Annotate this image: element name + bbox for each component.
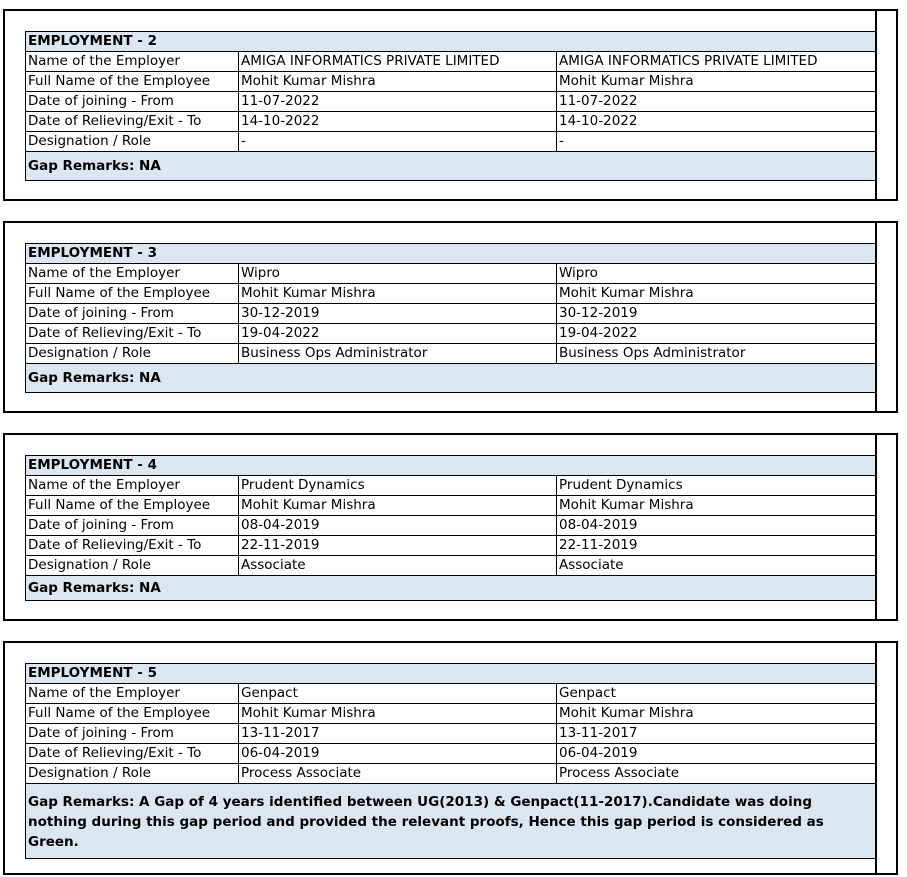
table-row: [26, 764, 876, 784]
verified-value: Process Associate: [557, 764, 876, 784]
gap-remarks: Gap Remarks: NA: [26, 364, 876, 393]
verified-value: Mohit Kumar Mishra: [557, 72, 876, 92]
verified-value: Mohit Kumar Mishra: [557, 704, 876, 724]
employment-table: [25, 243, 876, 393]
table-row: [26, 72, 876, 92]
claimed-value: 19-04-2022: [239, 324, 557, 344]
verified-value: -: [557, 132, 876, 152]
employment-title: EMPLOYMENT - 2: [26, 32, 876, 52]
verified-value: 22-11-2019: [557, 536, 876, 556]
claimed-value: 13-11-2017: [239, 724, 557, 744]
employment-section: [3, 221, 898, 413]
verified-value: 14-10-2022: [557, 112, 876, 132]
row-label: Designation / Role: [26, 764, 239, 784]
employment-section: [3, 9, 898, 201]
table-row: [26, 744, 876, 764]
claimed-value: AMIGA INFORMATICS PRIVATE LIMITED: [239, 52, 557, 72]
row-label: Designation / Role: [26, 344, 239, 364]
table-row: [26, 476, 876, 496]
claimed-value: Process Associate: [239, 764, 557, 784]
table-row: [26, 704, 876, 724]
claimed-value: Prudent Dynamics: [239, 476, 557, 496]
row-label: Date of Relieving/Exit - To: [26, 324, 239, 344]
employment-title: EMPLOYMENT - 4: [26, 456, 876, 476]
verified-value: AMIGA INFORMATICS PRIVATE LIMITED: [557, 52, 876, 72]
employment-title: EMPLOYMENT - 5: [26, 664, 876, 684]
verified-value: Associate: [557, 556, 876, 576]
verified-value: 13-11-2017: [557, 724, 876, 744]
claimed-value: 06-04-2019: [239, 744, 557, 764]
claimed-value: 30-12-2019: [239, 304, 557, 324]
verified-value: 30-12-2019: [557, 304, 876, 324]
employment-table: [25, 31, 876, 181]
verified-value: Mohit Kumar Mishra: [557, 496, 876, 516]
claimed-value: -: [239, 132, 557, 152]
row-label: Designation / Role: [26, 132, 239, 152]
table-row: [26, 516, 876, 536]
table-row: [26, 52, 876, 72]
row-label: Name of the Employer: [26, 684, 239, 704]
row-label: Date of Relieving/Exit - To: [26, 536, 239, 556]
table-row: [26, 92, 876, 112]
table-row: [26, 112, 876, 132]
row-label: Date of joining - From: [26, 304, 239, 324]
gap-remarks: Gap Remarks: A Gap of 4 years identified between UG(2013) & Genpact(11-2017).Candidate was doing nothing during this gap period and provided the relevant proofs, Hence this gap period is considered as Green.: [26, 784, 876, 859]
employment-table: [25, 663, 876, 859]
claimed-value: Wipro: [239, 264, 557, 284]
row-label: Name of the Employer: [26, 476, 239, 496]
verified-value: Prudent Dynamics: [557, 476, 876, 496]
employment-section: [3, 433, 898, 621]
table-row: [26, 536, 876, 556]
row-label: Full Name of the Employee: [26, 704, 239, 724]
employment-table: [25, 455, 876, 601]
row-label: Name of the Employer: [26, 52, 239, 72]
verified-value: Wipro: [557, 264, 876, 284]
row-label: Date of Relieving/Exit - To: [26, 112, 239, 132]
verified-value: Mohit Kumar Mishra: [557, 284, 876, 304]
employment-title: EMPLOYMENT - 3: [26, 244, 876, 264]
claimed-value: Mohit Kumar Mishra: [239, 284, 557, 304]
verified-value: Genpact: [557, 684, 876, 704]
verified-value: 11-07-2022: [557, 92, 876, 112]
claimed-value: 14-10-2022: [239, 112, 557, 132]
row-label: Date of joining - From: [26, 724, 239, 744]
row-label: Full Name of the Employee: [26, 284, 239, 304]
table-row: [26, 132, 876, 152]
row-label: Full Name of the Employee: [26, 496, 239, 516]
claimed-value: Mohit Kumar Mishra: [239, 704, 557, 724]
table-row: [26, 684, 876, 704]
employment-section: [3, 641, 898, 875]
row-label: Date of joining - From: [26, 516, 239, 536]
table-row: [26, 284, 876, 304]
gap-remarks: Gap Remarks: NA: [26, 152, 876, 181]
row-label: Full Name of the Employee: [26, 72, 239, 92]
row-label: Date of joining - From: [26, 92, 239, 112]
verified-value: Business Ops Administrator: [557, 344, 876, 364]
claimed-value: 22-11-2019: [239, 536, 557, 556]
table-row: [26, 496, 876, 516]
table-row: [26, 344, 876, 364]
claimed-value: Associate: [239, 556, 557, 576]
claimed-value: Mohit Kumar Mishra: [239, 496, 557, 516]
table-row: [26, 556, 876, 576]
claimed-value: 11-07-2022: [239, 92, 557, 112]
row-label: Name of the Employer: [26, 264, 239, 284]
gap-remarks: Gap Remarks: NA: [26, 576, 876, 601]
claimed-value: Genpact: [239, 684, 557, 704]
table-row: [26, 304, 876, 324]
row-label: Date of Relieving/Exit - To: [26, 744, 239, 764]
row-label: Designation / Role: [26, 556, 239, 576]
table-row: [26, 724, 876, 744]
verified-value: 06-04-2019: [557, 744, 876, 764]
verified-value: 08-04-2019: [557, 516, 876, 536]
table-row: [26, 264, 876, 284]
table-row: [26, 324, 876, 344]
claimed-value: Mohit Kumar Mishra: [239, 72, 557, 92]
verified-value: 19-04-2022: [557, 324, 876, 344]
claimed-value: Business Ops Administrator: [239, 344, 557, 364]
claimed-value: 08-04-2019: [239, 516, 557, 536]
